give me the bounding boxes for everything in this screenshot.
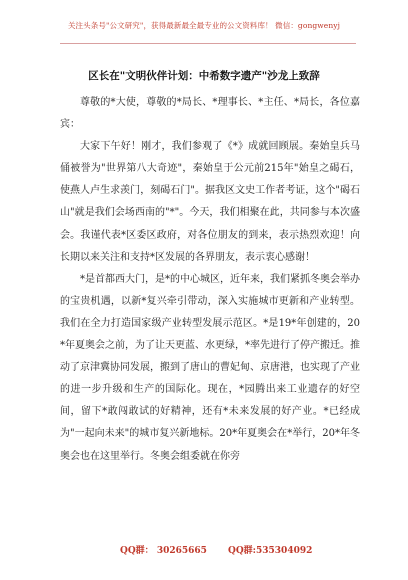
document-body — [60, 92, 360, 468]
header-banner: 关注头条号"公文研究"，获得最新最全最专业的公文资料库！ 微信：gongwenyj — [67, 21, 341, 30]
body-paragraph: 大家下午好！刚才，我们参观了《*》成就回顾展。秦始皇兵马俑被誉为"世界第八大奇迹"，秦始皇于公元前215年"始皇之碣石，使燕人卢生求羡门，刻碣石门"。据我区文史工作者考证，这个"碣石山"就是我们会场西南的"*"。今天，我们相聚在此，共同参与本次盛会。我谨代表*区委区政府，对各位朋友的到来，表示热烈欢迎！向长期以来关注和支持*区发展的各界朋友，表示衷心感谢！ — [60, 141, 360, 263]
body-paragraph: *是首都西大门，是*的中心城区，近年来，我们紧抓冬奥会举办的宝贵机遇，以新*复兴牵引带动，深入实施城市更新和产业转型。我们在全力打造国家级产业转型发展示范区。*是19*年创建的，20*年夏奥会之前，为了让天更蓝、水更绿，*率先进行了停产搬迁。推动了京津冀协同发展，搬到了唐山的曹妃甸、京唐港，也实现了产业的进一步升级和生产的国际化。现在，*园腾出来工业遗存的好空间，留下*敢闯敢试的好精神，还有*未来发展的好产业。*已经成为"一起向未来"的城市复兴新地标。20*年夏奥会在*举行，20*年冬奥会也在这里举行。冬奥会组委就在你旁 — [60, 273, 360, 462]
header-divider — [60, 43, 356, 44]
greeting-paragraph: 尊敬的*大使，尊敬的*局长、*理事长、*主任、*局长，各位嘉宾： — [60, 97, 360, 131]
document-title: 区长在"文明伙伴计划：中希数字遗产"沙龙上致辞 — [88, 70, 320, 82]
footer-qq-group-2: QQ群:535304092 — [228, 546, 313, 556]
footer — [0, 543, 408, 557]
footer-qq-group-1: QQ群： 30265665 — [120, 546, 207, 556]
